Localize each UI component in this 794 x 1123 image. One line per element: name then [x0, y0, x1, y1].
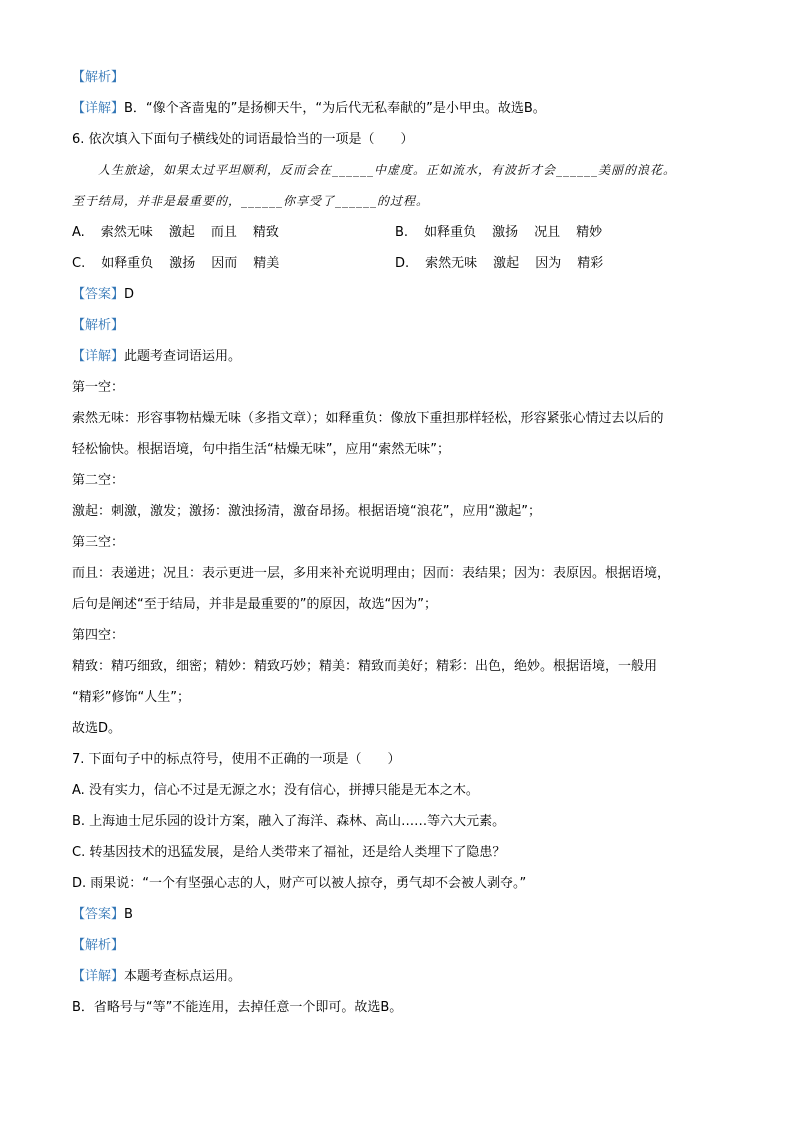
q6-detail [72, 341, 722, 372]
q7-option-c[interactable]: C. 转基因技术的迅猛发展，是给人类带来了福祉，还是给人类埋下了隐患？ [72, 845, 506, 860]
q6-option-d[interactable]: D. 索然无味 激起 因为 精彩 [395, 256, 604, 271]
q5-analysis-heading [72, 62, 722, 93]
answer-value: B [124, 907, 133, 922]
q7-option-a[interactable]: A. 没有实力，信心不过是无源之水；没有信心，拼搏只能是无本之木。 [72, 783, 479, 798]
analysis-tag: 【解析】 [72, 938, 125, 953]
detail-text: B．“像个吝啬鬼的”是扬柳天牛，“为后代无私奉献的”是小甲虫。故选B。 [124, 101, 546, 116]
q6-options-row-1 [72, 217, 722, 248]
q5-detail [72, 93, 722, 124]
q6-conclusion: 故选D。 [72, 721, 122, 736]
q6-blank1-line1: 索然无味：形容事物枯燥无味（多指文章）；如释重负：像放下重担那样轻松，形容紧张心情过去以后的 [72, 411, 664, 426]
detail-text: 此题考查词语运用。 [124, 349, 242, 364]
detail-tag: 【详解】 [72, 969, 125, 984]
q7-answer [72, 899, 722, 930]
answer-value: D [124, 287, 135, 302]
q6-answer [72, 279, 722, 310]
q6-sentence-line-2: 至于结局，并非是最重要的，______你享受了______的过程。 [72, 194, 430, 208]
q6-question: 6. 依次填入下面句子横线处的词语最恰当的一项是（ ） [72, 132, 414, 147]
q6-blank2-title: 第二空： [72, 473, 125, 488]
q6-blank4-line2: “精彩”修饰“人生”； [72, 690, 190, 705]
q7-analysis-heading [72, 930, 722, 961]
document-page [72, 62, 722, 1023]
q6-blank4-title: 第四空： [72, 628, 125, 643]
q6-blank3-title: 第三空： [72, 535, 125, 550]
answer-tag: 【答案】 [72, 907, 125, 922]
q7-option-b[interactable]: B. 上海迪士尼乐园的设计方案，融入了海洋、森林、高山……等六大元素。 [72, 814, 506, 829]
q6-options-row-2 [72, 248, 722, 279]
q6-analysis-heading [72, 310, 722, 341]
q6-option-a[interactable]: A. 索然无味 激起 而且 精致 [72, 225, 279, 240]
q6-option-b[interactable]: B. 如释重负 激扬 况且 精妙 [395, 225, 603, 240]
answer-tag: 【答案】 [72, 287, 125, 302]
analysis-tag: 【解析】 [72, 70, 125, 85]
detail-tag: 【详解】 [72, 101, 125, 116]
q6-option-c[interactable]: C. 如释重负 激扬 因而 精美 [72, 256, 280, 271]
q7-conclusion: B．省略号与“等”不能连用，去掉任意一个即可。故选B。 [72, 1000, 403, 1015]
analysis-tag: 【解析】 [72, 318, 125, 333]
q7-question: 7. 下面句子中的标点符号，使用不正确的一项是（ ） [72, 752, 401, 767]
q7-option-d[interactable]: D. 雨果说：“一个有坚强心志的人，财产可以被人掠夺，勇气却不会被人剥夺。” [72, 876, 527, 891]
q6-blank4-line1: 精致：精巧细致，细密；精妙：精致巧妙；精美：精致而美好；精彩：出色，绝妙。根据语境，一般用 [72, 659, 658, 674]
detail-tag: 【详解】 [72, 349, 125, 364]
q6-blank1-line2: 轻松愉快。根据语境，句中指生活“枯燥无味”，应用“索然无味”； [72, 442, 450, 457]
q6-sentence-line-1: 人生旅途，如果太过平坦顺利，反而会在______中虚度。正如流水，有波折才会______美丽的浪花。 [98, 163, 677, 177]
q6-blank2-line1: 激起：刺激，激发；激扬：激浊扬清，激奋昂扬。根据语境“浪花”，应用“激起”； [72, 504, 541, 519]
q6-blank1-title: 第一空： [72, 380, 125, 395]
detail-text: 本题考查标点运用。 [124, 969, 242, 984]
q6-blank3-line1: 而且：表递进；况且：表示更进一层，多用来补充说明理由；因而：表结果；因为：表原因。根据语境， [72, 566, 671, 581]
q7-detail [72, 961, 722, 992]
q6-blank3-line2: 后句是阐述“至于结局，并非是最重要的”的原因，故选“因为”； [72, 597, 437, 612]
